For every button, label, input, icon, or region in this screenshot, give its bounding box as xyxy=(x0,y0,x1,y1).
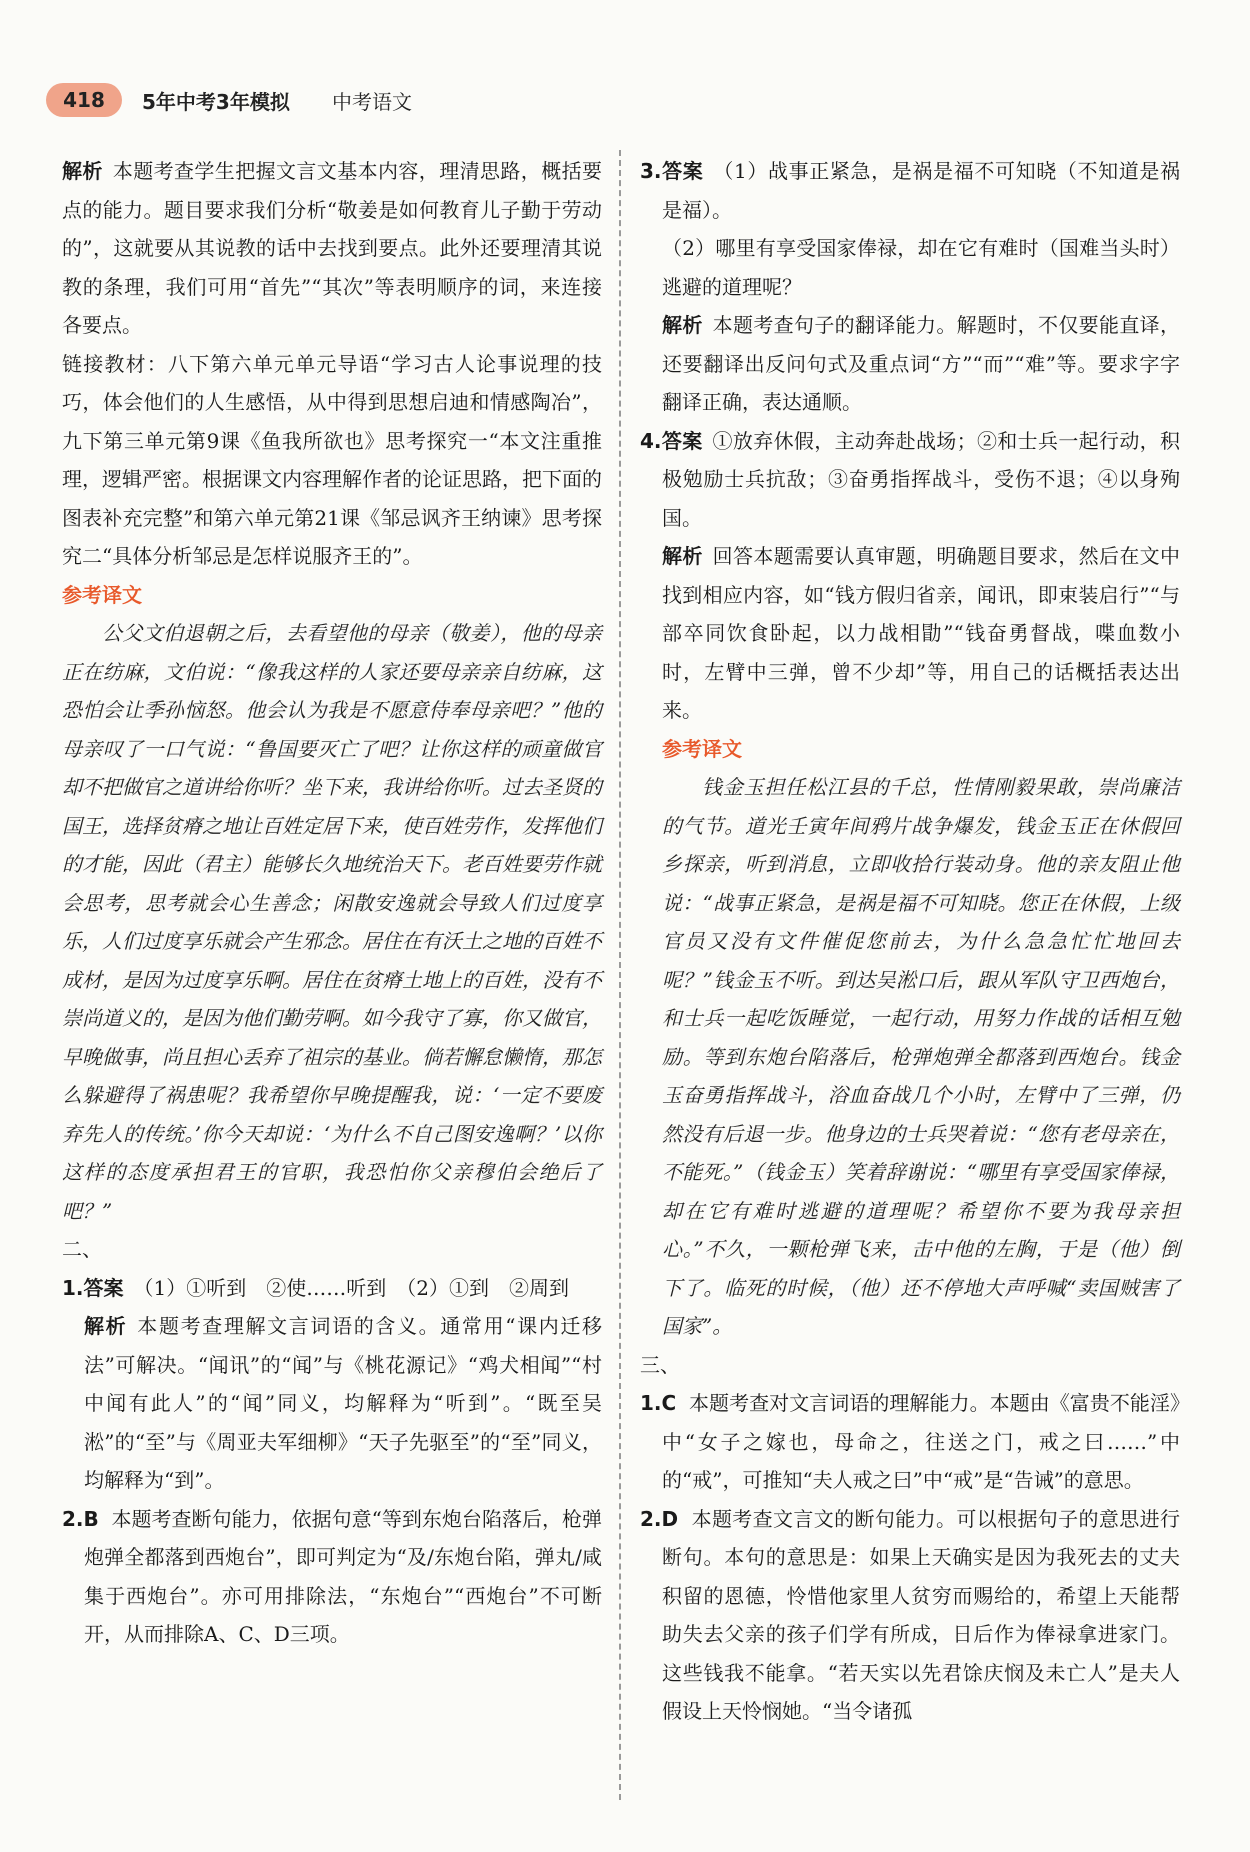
left-column xyxy=(62,152,602,1654)
question-text: 本题考查文言文的断句能力。可以根据句子的意思进行断句。本句的意思是：如果上天确实是因为我死去的丈夫积留的恩德，怜惜他家里人贫穷而赐给的，希望上天能帮助失去父亲的孩子们学有所成，日后作为俸禄拿进家门。这些钱我不能拿。“若天实以先君馀庆悯及未亡人”是夫人假设上天怜悯她。“当令诸孤 xyxy=(662,1506,1181,1723)
question-number: 1. xyxy=(62,1275,84,1300)
book-subject: 中考语文 xyxy=(332,90,412,114)
analysis-label: 解析 xyxy=(62,159,103,183)
reference-translation-heading: 参考译文 xyxy=(62,582,142,607)
analysis-label: 解析 xyxy=(84,1314,128,1338)
question-number: 4. xyxy=(640,428,662,453)
analysis-label: 解析 xyxy=(662,313,703,337)
analysis-text: 本题考查学生把握文言文基本内容，理清思路，概括要点的能力。题目要求我们分析“敬姜是如何教育儿子勤于劳动的”，这就要从其说教的话中去找到要点。此外还要理清其说教的条理，我们可用“首先”“其次”等表明顺序的词，来连接各要点。 xyxy=(62,159,603,337)
reference-translation-heading: 参考译文 xyxy=(662,736,742,761)
section-3-question-2 xyxy=(640,1500,1180,1731)
page-number: 418 xyxy=(46,83,122,117)
question-4-answer xyxy=(640,422,1180,538)
question-1-answer xyxy=(62,1269,602,1308)
question-number: 3. xyxy=(640,159,662,183)
analysis-text: 回答本题需要认真审题，明确题目要求，然后在文中找到相应内容，如“钱方假归省亲，闻讯，即束装启行”“与部卒同饮食卧起，以力战相勖”“钱奋勇督战，喋血数小时，左臂中三弹，曾不少却”等，用自己的话概括表达出来。 xyxy=(662,544,1181,722)
analysis-text: 本题考查理解文言词语的含义。通常用“课内迁移法”可解决。“闻讯”的“闻”与《桃花源记》“鸡犬相闻”“村中闻有此人”的“闻”同义，均解释为“听到”。“既至吴淞”的“至”与《周亚夫军细柳》“天子先驱至”的“至”同义，均解释为“到”。 xyxy=(84,1314,603,1492)
question-number: 1.C xyxy=(640,1391,677,1415)
question-4-analysis xyxy=(640,537,1180,730)
question-text: 本题考查对文言词语的理解能力。本题由《富贵不能淫》中“女子之嫁也，母命之，往送之门，戒之曰……”中的“戒”，可推知“夫人戒之曰”中“戒”是“告诫”的意思。 xyxy=(662,1391,1181,1492)
textbook-link: 链接教材：八下第六单元单元导语“学习古人论事说理的技巧，体会他们的人生感悟，从中得到思想启迪和情感陶冶”，九下第三单元第9课《鱼我所欲也》思考探究一“本文注重推理，逻辑严密。根据课文内容理解作者的论证思路，把下面的图表补充完整”和第六单元第21课《邹忌讽齐王纳谏》思考探究二“具体分析邹忌是怎样说服齐王的”。 xyxy=(62,351,602,568)
answer-text: （1）战事正紧急，是祸是福不可知晓（不知道是祸是福）。 xyxy=(662,159,1180,222)
answer-text: （1）①听到 ②使……听到 （2）①到 ②周到 xyxy=(133,1275,569,1300)
question-3-answer-2: （2）哪里有享受国家俸禄，却在它有难时（国难当头时）逃避的道理呢？ xyxy=(662,236,1180,299)
analysis-label: 解析 xyxy=(662,544,703,568)
reference-translation: 钱金玉担任松江县的千总，性情刚毅果敢，崇尚廉洁的气节。道光壬寅年间鸦片战争爆发，钱金玉正在休假回乡探亲，听到消息，立即收拾行装动身。他的亲友阻止他说：“战事正紧急，是祸是福不可知晓。您正在休假，上级官员又没有文件催促您前去，为什么急急忙忙地回去呢？”钱金玉不听。到达吴淞口后，跟从军队守卫西炮台，和士兵一起吃饭睡觉，一起行动，用努力作战的话相互勉励。等到东炮台陷落后，枪弹炮弹全都落到西炮台。钱金玉奋勇指挥战斗，浴血奋战几个小时，左臂中了三弹，仍然没有后退一步。他身边的士兵哭着说：“您有老母亲在，不能死。”（钱金玉）笑着辞谢说：“哪里有享受国家俸禄，却在它有难时逃避的道理呢？希望你不要为我母亲担心。”不久，一颗枪弹飞来，击中他的左胸，于是（他）倒下了。临死的时候，（他）还不停地大声呼喊“卖国贼害了国家”。 xyxy=(662,775,1180,1338)
question-text: 本题考查断句能力，依据句意“等到东炮台陷落后，枪弹炮弹全都落到西炮台”，即可判定为“及/东炮台陷，弹丸/咸集于西炮台”。亦可用排除法，“东炮台”“西炮台”不可断开，从而排除A、C、D三项。 xyxy=(84,1506,602,1646)
analysis-paragraph xyxy=(62,152,602,345)
section-3-question-1 xyxy=(640,1384,1180,1500)
question-number: 2.B xyxy=(62,1506,99,1531)
column-divider xyxy=(619,150,621,1800)
answer-label: 答案 xyxy=(83,1275,124,1300)
section-heading-3: 三、 xyxy=(640,1352,680,1377)
answer-label: 答案 xyxy=(661,428,703,453)
answer-text: ①放弃休假，主动奔赴战场；②和士兵一起行动，积极勉励士兵抗敌；③奋勇指挥战斗，受伤不退；④以身殉国。 xyxy=(662,428,1181,530)
right-column xyxy=(640,152,1180,1731)
question-number: 2.D xyxy=(640,1506,679,1531)
reference-translation: 公父文伯退朝之后，去看望他的母亲（敬姜），他的母亲正在纺麻，文伯说：“像我这样的人家还要母亲亲自纺麻，这恐怕会让季孙恼怒。他会认为我是不愿意侍奉母亲吧？”他的母亲叹了一口气说：“鲁国要灭亡了吧？让你这样的顽童做官却不把做官之道讲给你听？坐下来，我讲给你听。过去圣贤的国王，选择贫瘠之地让百姓定居下来，使百姓劳作，发挥他们的才能，因此（君主）能够长久地统治天下。老百姓要劳作就会思考，思考就会心生善念；闲散安逸就会导致人们过度享乐，人们过度享乐就会产生邪念。居住在有沃土之地的百姓不成材，是因为过度享乐啊。居住在贫瘠土地上的百姓，没有不崇尚道义的，是因为他们勤劳啊。如今我守了寡，你又做官，早晚做事，尚且担心丢弃了祖宗的基业。倘若懈怠懒惰，那怎么躲避得了祸患呢？我希望你早晚提醒我，说：‘一定不要废弃先人的传统。’你今天却说：‘为什么不自己图安逸啊？’以你这样的态度承担君王的官职，我恐怕你父亲穆伯会绝后了吧？” xyxy=(62,621,602,1223)
question-3-answer xyxy=(640,152,1180,229)
question-1-analysis xyxy=(62,1307,602,1500)
question-3-analysis xyxy=(640,306,1180,422)
question-2 xyxy=(62,1500,602,1654)
answer-label: 答案 xyxy=(661,159,704,183)
section-heading-2: 二、 xyxy=(62,1237,102,1261)
analysis-text: 本题考查句子的翻译能力。解题时，不仅要能直译，还要翻译出反问句式及重点词“方”“而”“难”等。要求字字翻译正确，表达通顺。 xyxy=(662,313,1181,414)
book-title: 5年中考3年模拟 xyxy=(142,90,290,114)
